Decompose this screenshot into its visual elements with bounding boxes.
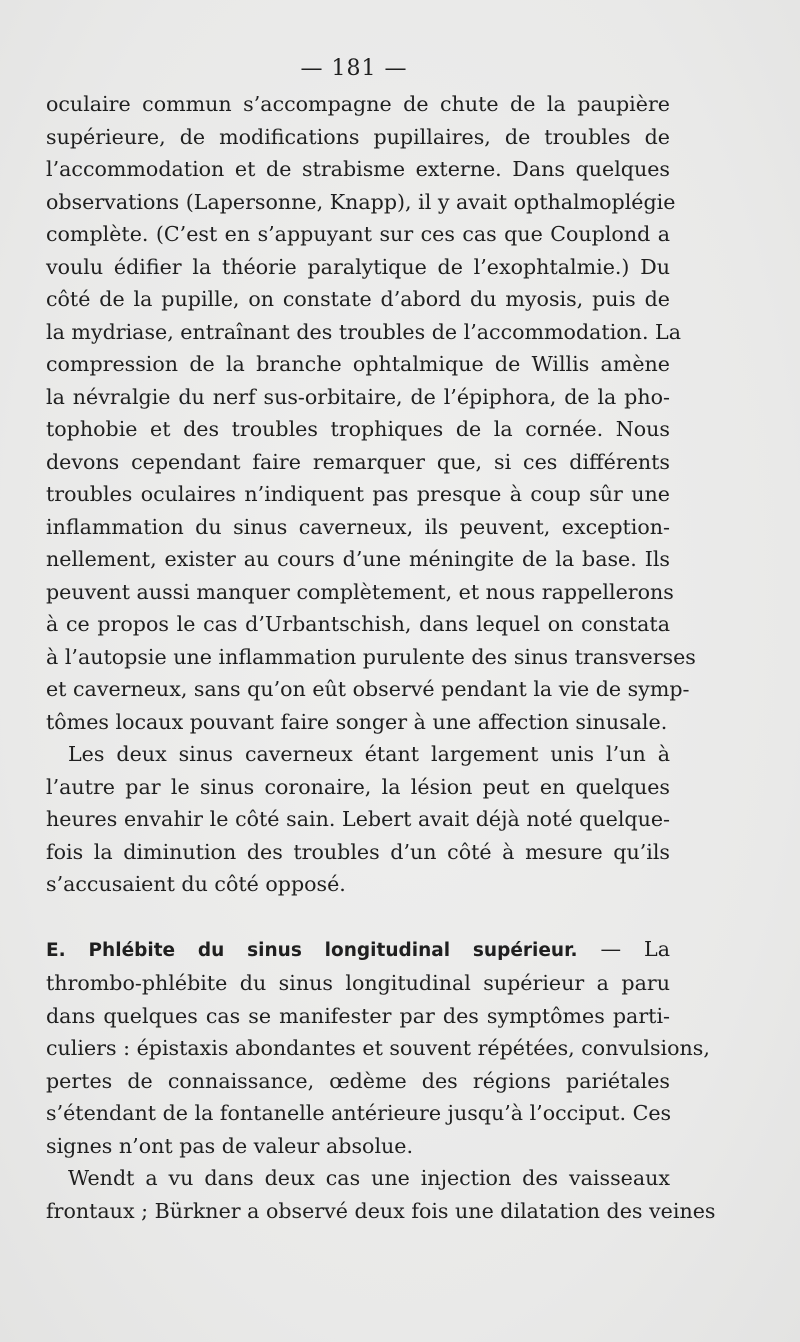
section-gap [46,901,670,933]
text-line: oculaire commun s’accompagne de chute de la paupière [46,92,670,116]
text-line: l’autre par le sinus coronaire, la lésion peut en quelques [46,774,670,799]
body-text [46,88,716,1227]
text-line: culiers : épistaxis abondantes et souvent répétées, convulsions, [46,1036,710,1060]
text-line: compression de la branche ophtalmique de Willis amène [46,352,670,376]
text-line: nellement, exister au cours d’une méningite de la base. Ils [46,547,670,571]
text-line: à ce propos le cas d’Urbantschish, dans lequel on constata [46,612,670,636]
text-line: pertes de connaissance, œdème des régions pariétales [46,1068,670,1093]
text-line: complète. (C’est en s’appuyant sur ces cas que Couplond a [46,222,670,246]
text-line: fois la diminution des troubles d’un côté à mesure qu’ils [46,839,670,864]
text-line: côté de la pupille, on constate d’abord du myosis, puis de [46,287,670,311]
text-line: tophobie et des troubles trophiques de la cornée. Nous [46,417,670,441]
paragraph-longitudinal-sinus [46,933,710,1163]
text-line: supérieure, de modifications pupillaires, de troubles de [46,124,670,149]
text-line: l’accommodation et de strabisme externe. Dans quelques [46,157,670,181]
text-line: Wendt a vu dans deux cas une injection des vaisseaux [68,1166,670,1190]
text-line: frontaux ; Bürkner a observé deux fois une dilatation des veines [46,1198,716,1223]
text-line: observations (Lapersonne, Knapp), il y avait opthalmoplégie [46,189,676,214]
paragraph-cavernous-sinus [46,738,670,901]
text-line: voulu édifier la théorie paralytique de l’exophtalmie.) Du [46,254,670,279]
text-line: s’étendant de la fontanelle antérieure jusqu’à l’occiput. Ces [46,1101,672,1125]
heading-continuation: — La [577,936,670,961]
text-line: la mydriase, entraînant des troubles de l’accommodation. La [46,319,681,344]
text-line: devons cependant faire remarquer que, si ces différents [46,449,670,474]
text-line: heures envahir le côté sain. Lebert avait déjà noté quelque- [46,807,670,831]
text-line: peuvent aussi manquer complètement, et nous rappellerons [46,579,674,604]
text-line: à l’autopsie une inflammation purulente des sinus transverses [46,644,696,669]
paragraph-wendt-burkner [46,1162,716,1227]
text-line: thrombo-phlébite du sinus longitudinal supérieur a paru [46,971,670,995]
section-heading: E. Phlébite du sinus longitudinal supérieur. [46,939,578,961]
text-line: et caverneux, sans qu’on eût observé pendant la vie de symp- [46,677,690,701]
page-number: — 181 — [300,56,408,81]
text-line: la névralgie du nerf sus-orbitaire, de l’épiphora, de la pho- [46,384,670,409]
text-line: dans quelques cas se manifester par des symptômes parti- [46,1003,670,1028]
text-line: inflammation du sinus caverneux, ils peuvent, exception- [46,514,670,539]
text-line: s’accusaient du côté opposé. [46,872,346,896]
text-line: tômes locaux pouvant faire songer à une affection sinusale. [46,709,668,734]
text-line: signes n’ont pas de valeur absolue. [46,1133,414,1158]
text-line: Les deux sinus caverneux étant largement unis l’un à [68,742,670,766]
text-line [46,933,670,968]
text-line: troubles oculaires n’indiquent pas presque à coup sûr une [46,482,670,506]
paragraph-ocular-symptoms [46,88,696,738]
